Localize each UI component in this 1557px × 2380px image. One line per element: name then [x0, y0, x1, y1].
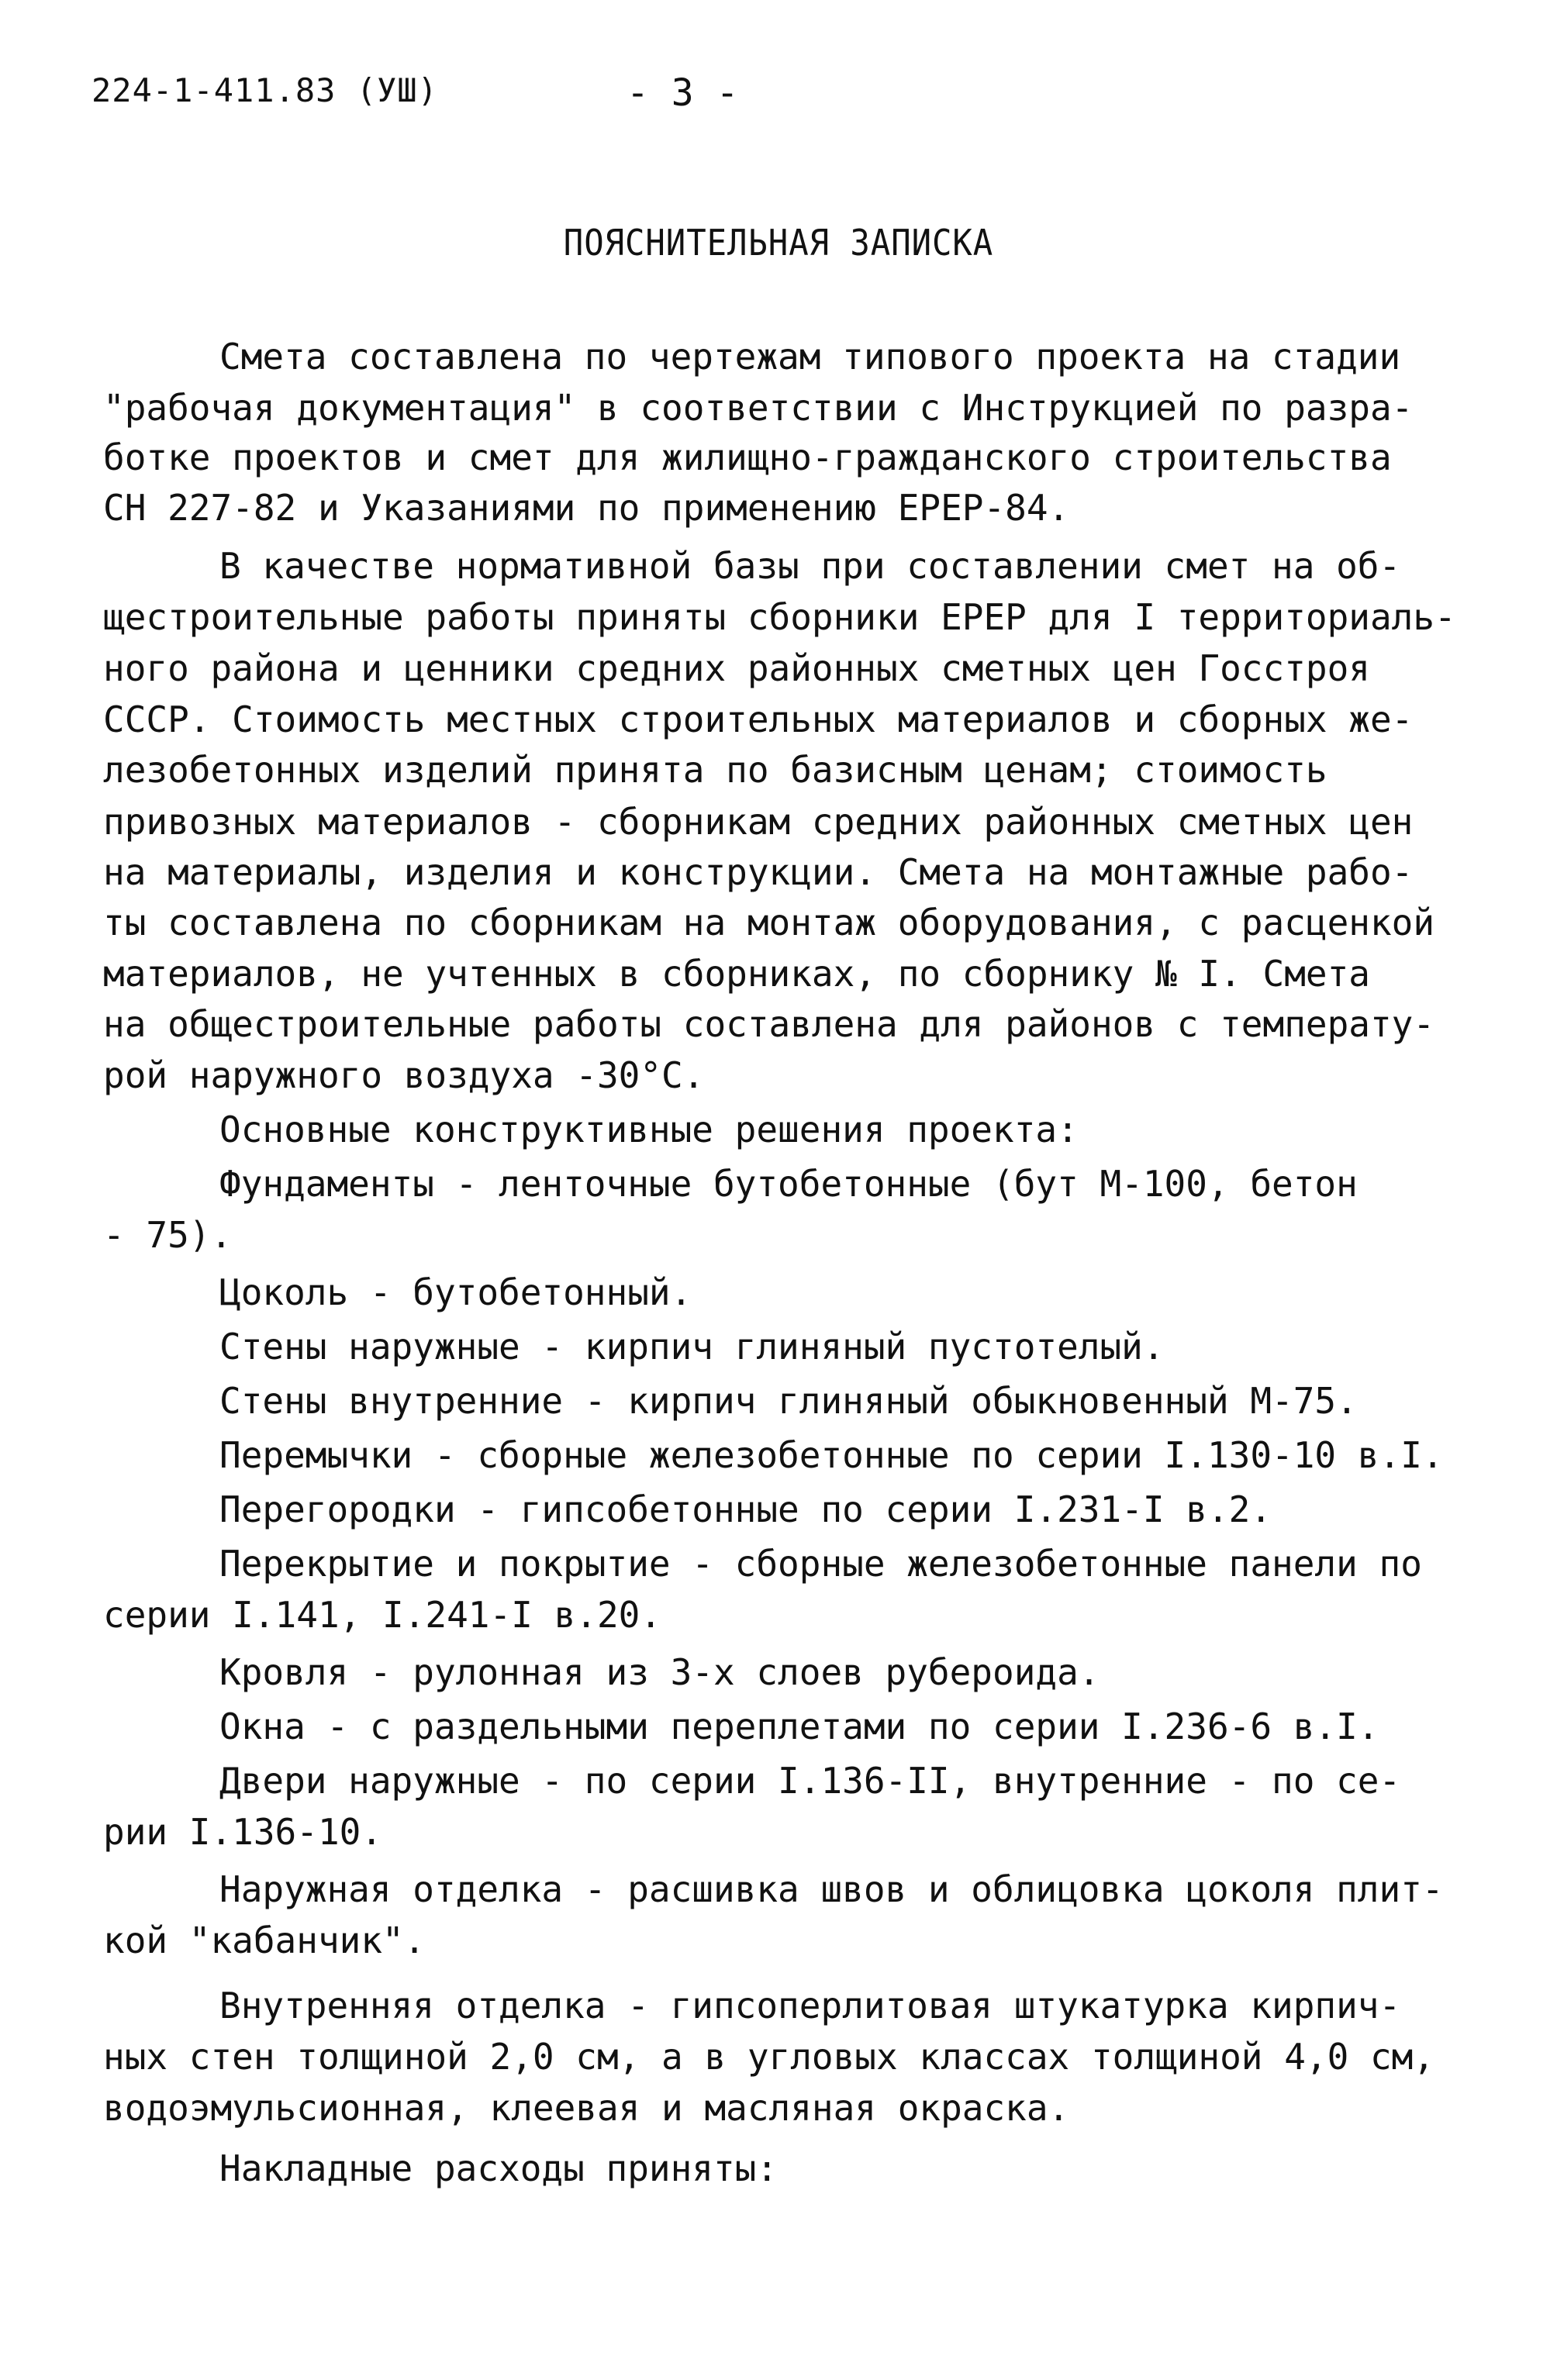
text-line: привозных материалов - сборникам средних районных сметных цен — [103, 801, 1414, 843]
text-line: серии I.141, I.241-I в.20. — [103, 1594, 662, 1636]
text-line: на общестроительные работы составлена для районов с температу- — [103, 1003, 1435, 1045]
text-line: ного района и ценники средних районных сметных цен Госстроя — [103, 647, 1370, 689]
page-number: - 3 - — [627, 71, 739, 115]
text-line: Перемычки - сборные железобетонные по серии I.130-10 в.I. — [219, 1434, 1444, 1476]
text-line: материалов, не учтенных в сборниках, по сборнику № I. Смета — [103, 953, 1370, 995]
text-line: ты составлена по сборникам на монтаж оборудования, с расценкой — [103, 902, 1435, 943]
text-line: Двери наружные - по серии I.136-II, внутренние - по се- — [219, 1760, 1401, 1802]
text-line: В качестве нормативной базы при составлении смет на об- — [219, 545, 1401, 587]
text-line: Накладные расходы приняты: — [219, 2147, 778, 2189]
text-line: рой наружного воздуха -30°С. — [103, 1054, 705, 1096]
text-line: Основные конструктивные решения проекта: — [219, 1109, 1079, 1150]
text-line: Фундаменты - ленточные бутобетонные (бут М-100, бетон — [219, 1163, 1358, 1205]
text-line: СН 227-82 и Указаниями по применению ЕРЕР-84. — [103, 487, 1070, 529]
text-line: "рабочая документация" в соответствии с Инструкцией по разра- — [103, 387, 1414, 429]
text-line: - 75). — [103, 1214, 233, 1256]
text-line: Цоколь - бутобетонный. — [219, 1271, 692, 1313]
text-line: Перегородки - гипсобетонные по серии I.231-I в.2. — [219, 1488, 1272, 1530]
text-line: ных стен толщиной 2,0 см, а в угловых классах толщиной 4,0 см, — [103, 2036, 1435, 2078]
document-title: ПОЯСНИТЕЛЬНАЯ ЗАПИСКА — [563, 222, 994, 264]
text-line: водоэмульсионная, клеевая и масляная окраска. — [103, 2087, 1070, 2129]
text-line: щестроительные работы приняты сборники ЕРЕР для I территориаль- — [103, 596, 1456, 638]
document-code: 224-1-411.83 (УШ) — [91, 71, 438, 109]
text-line: Перекрытие и покрытие - сборные железобетонные панели по — [219, 1543, 1422, 1585]
text-line: Внутренняя отделка - гипсоперлитовая штукатурка кирпич- — [219, 1985, 1401, 2026]
text-line: рии I.136-10. — [103, 1811, 383, 1853]
text-line: ботке проектов и смет для жилищно-гражданского строительства — [103, 436, 1392, 478]
text-line: на материалы, изделия и конструкции. Смета на монтажные рабо- — [103, 851, 1414, 893]
text-line: СССР. Стоимость местных строительных материалов и сборных же- — [103, 698, 1414, 740]
text-line: Смета составлена по чертежам типового проекта на стадии — [219, 336, 1401, 378]
text-line: кой "кабанчик". — [103, 1920, 426, 1961]
text-line: лезобетонных изделий принята по базисным ценам; стоимость — [103, 749, 1327, 791]
text-line: Наружная отделка - расшивка швов и облицовка цоколя плит- — [219, 1868, 1444, 1910]
text-line: Стены внутренние - кирпич глиняный обыкновенный М-75. — [219, 1380, 1358, 1422]
text-line: Стены наружные - кирпич глиняный пустотелый. — [219, 1326, 1165, 1368]
text-line: Окна - с раздельными переплетами по серии I.236-6 в.I. — [219, 1706, 1379, 1747]
text-line: Кровля - рулонная из 3-х слоев рубероида. — [219, 1651, 1100, 1693]
